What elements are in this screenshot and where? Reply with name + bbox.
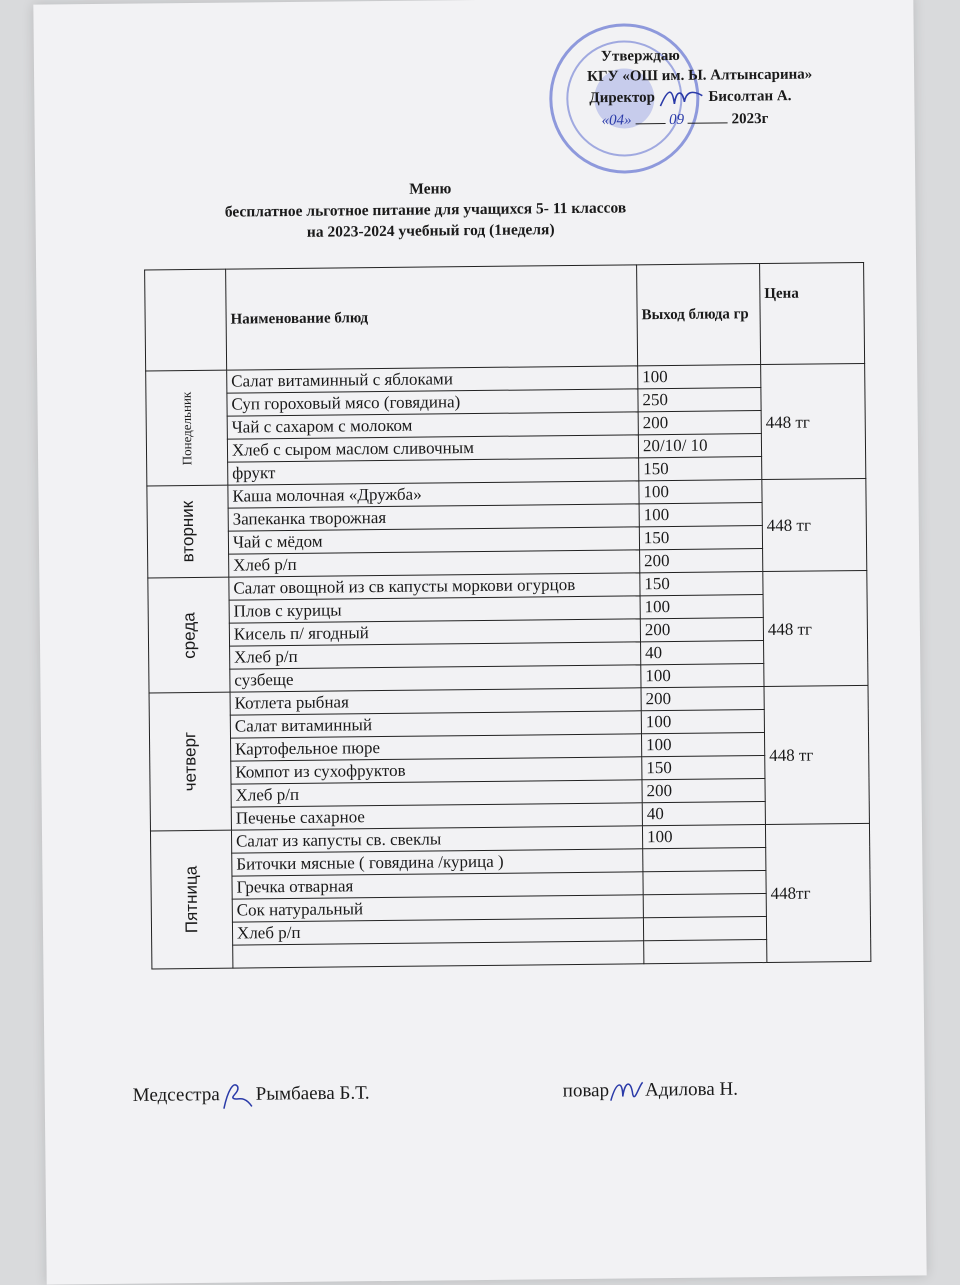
approval-day: «04» [601, 112, 632, 129]
dish-cell: Гречка отварная [232, 872, 643, 899]
qty-cell [643, 894, 766, 918]
director-signature [659, 86, 705, 110]
header-qty: Выход блюда гр [637, 264, 761, 366]
qty-cell: 150 [642, 756, 765, 780]
dish-cell: Салат витаминный с яблоками [227, 366, 638, 393]
menu-body [146, 363, 871, 968]
dish-cell [233, 941, 644, 968]
dish-cell: Чай с сахаром с молоком [227, 412, 638, 439]
day-label: Понедельник [178, 391, 195, 466]
qty-cell: 100 [640, 595, 763, 619]
qty-cell: 200 [640, 618, 763, 642]
qty-cell: 200 [638, 411, 761, 435]
dish-cell: Плов с курицы [229, 596, 640, 623]
header-dish: Наименование блюд [226, 265, 638, 370]
cook-name: Адилова Н. [644, 1078, 739, 1101]
qty-cell: 250 [638, 388, 761, 412]
dish-cell: Салат из капусты св. свеклы [231, 826, 642, 853]
qty-cell [644, 940, 767, 964]
title-year: на 2023-2024 учебный год (1неделя) [306, 221, 555, 241]
qty-cell: 150 [639, 457, 762, 481]
title-subtitle: бесплатное льготное питание для учащихся 5- 11 классов [224, 199, 627, 221]
dish-cell: Каша молочная «Дружба» [228, 481, 639, 508]
approval-year: 2023г [731, 110, 769, 128]
cook-signature [609, 1076, 645, 1106]
price-cell: 448 тг [764, 685, 870, 824]
dish-cell: Суп гороховый мясо (говядина) [227, 389, 638, 416]
dish-cell: Хлеб р/п [229, 642, 640, 669]
qty-cell: 40 [642, 802, 765, 826]
document-page [33, 0, 926, 1285]
dish-cell: Запеканка творожная [228, 504, 639, 531]
qty-cell: 200 [640, 549, 763, 573]
approval-block [549, 44, 850, 131]
dish-cell: Печенье сахарное [231, 803, 642, 830]
nurse-name: Рымбаева Б.Т. [255, 1082, 370, 1105]
dish-cell: Хлеб р/п [231, 780, 642, 807]
qty-cell: 100 [638, 365, 761, 389]
qty-cell: 20/10/ 10 [638, 434, 761, 458]
qty-cell: 100 [639, 480, 762, 504]
day-label: вторник [177, 500, 198, 563]
table-header-row [145, 262, 865, 371]
qty-cell: 100 [641, 710, 764, 734]
qty-cell [643, 848, 766, 872]
approval-month: 09 [668, 111, 685, 128]
day-cell [147, 485, 229, 578]
day-label: среда [179, 611, 199, 659]
qty-cell: 200 [641, 687, 764, 711]
dish-cell: Котлета рыбная [230, 688, 641, 715]
signatures-footer [132, 1074, 833, 1107]
dish-cell: сузбеще [230, 665, 641, 692]
dish-cell: Компот из сухофруктов [231, 757, 642, 784]
dish-cell: Салат овощной из св капусты моркови огурцов [229, 573, 640, 600]
dish-cell: Хлеб р/п [232, 918, 643, 945]
qty-cell: 100 [641, 733, 764, 757]
dish-cell: Хлеб р/п [229, 550, 640, 577]
day-cell [146, 370, 228, 486]
qty-cell: 150 [639, 526, 762, 550]
nurse-role: Медсестра [132, 1084, 220, 1107]
qty-cell [643, 917, 766, 941]
day-cell [148, 577, 230, 693]
dish-cell: Хлеб с сыром маслом сливочным [227, 435, 638, 462]
dish-cell: Сок натуральный [232, 895, 643, 922]
approval-name: Бисолтан А. [708, 88, 792, 106]
approval-school: КГУ «ОШ им. Ы. Алтынсарина» [587, 66, 813, 85]
header-price: Цена [759, 262, 864, 364]
menu-table [144, 262, 871, 970]
approval-role: Директор [589, 89, 656, 107]
price-cell: 448 тг [762, 478, 867, 571]
title-menu: Меню [409, 180, 452, 198]
day-cell [150, 830, 232, 969]
cook-role: повар [562, 1080, 610, 1102]
qty-cell: 150 [640, 572, 763, 596]
qty-cell: 100 [641, 664, 764, 688]
price-cell: 448тг [765, 823, 871, 962]
qty-cell: 100 [639, 503, 762, 527]
dish-cell: фрукт [228, 458, 639, 485]
price-cell: 448 тг [761, 363, 866, 479]
price-cell: 448 тг [763, 570, 868, 686]
day-cell [149, 692, 231, 831]
dish-cell: Биточки мясные ( говядина /курица ) [232, 849, 643, 876]
dish-cell: Салат витаминный [230, 711, 641, 738]
nurse-signature [220, 1080, 256, 1110]
menu-title [125, 175, 726, 244]
qty-cell: 40 [640, 641, 763, 665]
approval-line1: Утверждаю [600, 47, 680, 65]
qty-cell: 200 [642, 779, 765, 803]
dish-cell: Картофельное пюре [230, 734, 641, 761]
qty-cell [643, 871, 766, 895]
dish-cell: Кисель п/ ягодный [229, 619, 640, 646]
day-label: Пятница [181, 865, 202, 934]
header-day [145, 269, 227, 371]
qty-cell: 100 [642, 825, 765, 849]
day-label: четверг [180, 731, 201, 792]
dish-cell: Чай с мёдом [228, 527, 639, 554]
